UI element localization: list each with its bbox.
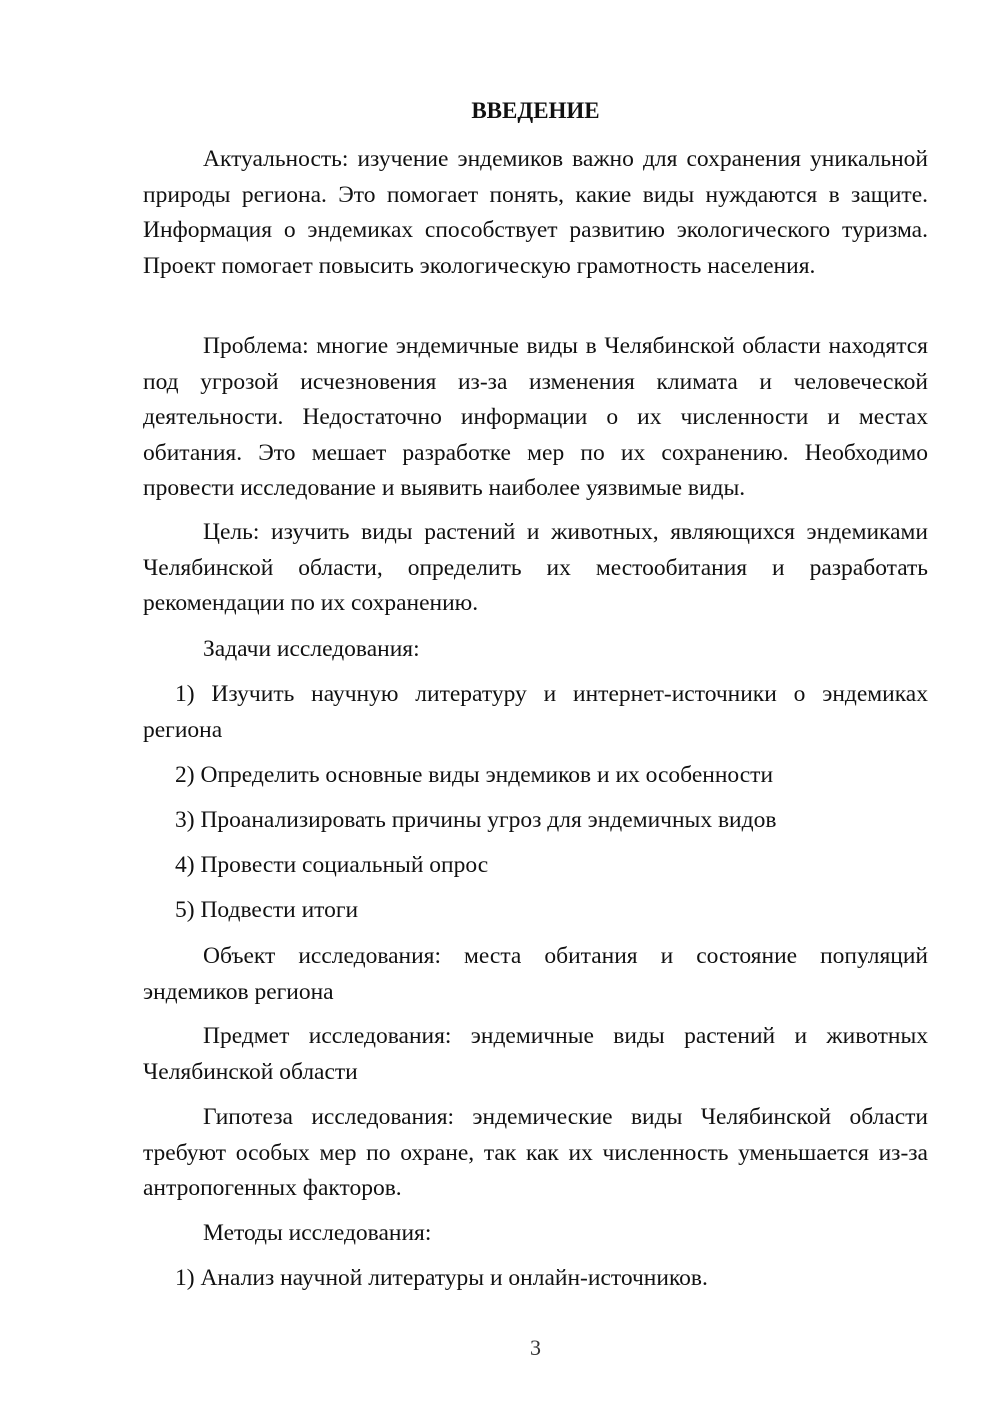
object-paragraph: Объект исследования: места обитания и состояние популяций эндемиков региона — [143, 943, 928, 1005]
methods-heading: Методы исследования: — [203, 1220, 432, 1246]
task-item-4: 4) Провести социальный опрос — [175, 852, 489, 878]
task-item-1: 1) Изучить научную литературу и интернет-источники о эндемиках региона — [143, 681, 928, 743]
task-item-5: 5) Подвести итоги — [175, 897, 359, 923]
task-item-3: 3) Проанализировать причины угроз для эндемичных видов — [175, 807, 777, 833]
method-item-1: 1) Анализ научной литературы и онлайн-источников. — [175, 1265, 708, 1291]
tasks-heading: Задачи исследования: — [203, 636, 420, 662]
problem-paragraph: Проблема: многие эндемичные виды в Челябинской области находятся под угрозой исчезновения из-за изменения климата и человеческой деятельности. Недостаточно информации о их численности и местах обитания. Это мешает разработке мер по их сохранению. Необходимо провести исследование и выявить наиболее уязвимые виды. — [143, 333, 928, 501]
subject-paragraph: Предмет исследования: эндемичные виды растений и животных Челябинской области — [143, 1023, 928, 1085]
relevance-paragraph: Актуальность: изучение эндемиков важно для сохранения уникальной природы региона. Это помогает понять, какие виды нуждаются в защите. Информация о эндемиках способствует развитию экологического туризма. Проект помогает повысить экологическую грамотность населения. — [143, 146, 928, 279]
page-title: ВВЕДЕНИЕ — [471, 98, 600, 123]
task-item-2: 2) Определить основные виды эндемиков и их особенности — [175, 762, 774, 788]
page-number: 3 — [530, 1335, 541, 1360]
hypothesis-paragraph: Гипотеза исследования: эндемические виды Челябинской области требуют особых мер по охране, так как их численность уменьшается из-за антропогенных факторов. — [143, 1104, 928, 1201]
goal-paragraph: Цель: изучить виды растений и животных, являющихся эндемиками Челябинской области, определить их местообитания и разработать рекомендации по их сохранению. — [143, 519, 928, 616]
